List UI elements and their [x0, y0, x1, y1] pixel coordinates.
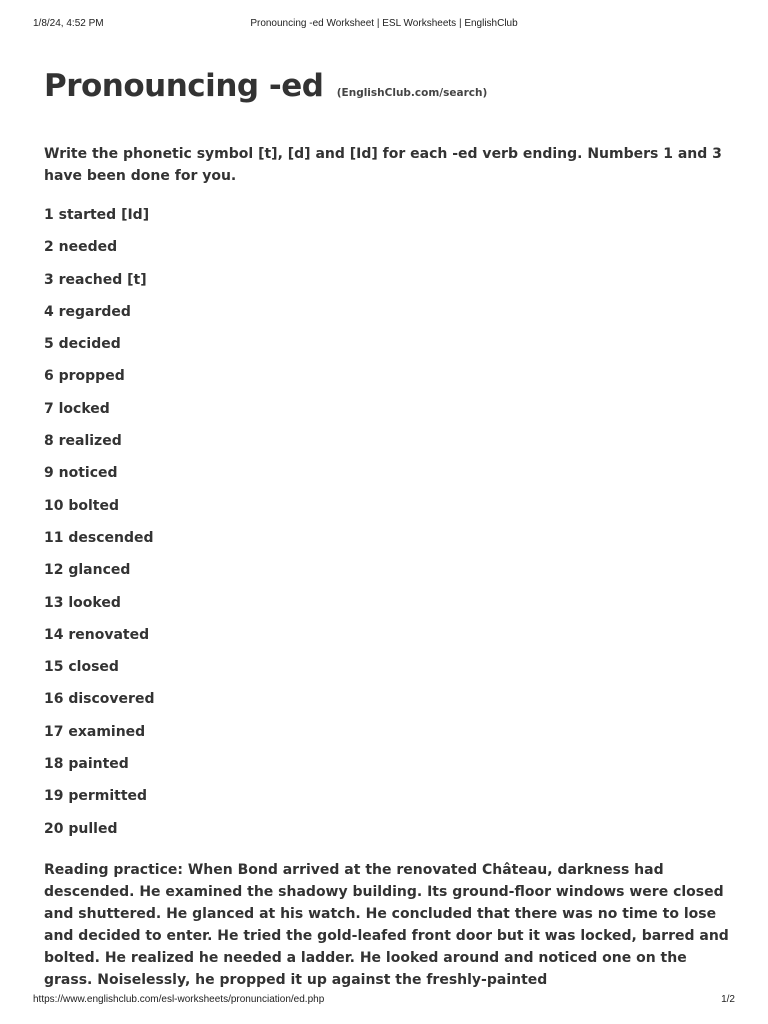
verb-list-item: 13 looked	[44, 594, 121, 611]
verb-list-item: 11 descended	[44, 529, 154, 546]
page-title	[44, 64, 734, 115]
verb-list-item: 10 bolted	[44, 497, 120, 514]
verb-list-item: 8 realized	[44, 433, 122, 450]
verb-list-item: 6 propped	[44, 368, 125, 385]
verb-list-item: 7 locked	[44, 400, 110, 417]
verb-list-item: 1 started [Id]	[44, 207, 150, 223]
page-title-text: Pronouncing -ed	[44, 68, 324, 104]
instructions: Write the phonetic symbol [t], [d] and [Id] for each -ed verb ending. Numbers 1 and 3 have been done for you.	[44, 146, 722, 184]
verb-list	[44, 199, 734, 845]
print-header	[33, 18, 735, 32]
print-footer	[33, 994, 735, 1008]
verb-list-item: 12 glanced	[44, 562, 131, 579]
print-document-title: Pronouncing -ed Worksheet | ESL Worksheets | EnglishClub	[250, 18, 518, 29]
verb-list-item: 18 painted	[44, 756, 129, 773]
verb-list-item: 15 closed	[44, 659, 119, 676]
verb-list-item: 20 pulled	[44, 820, 118, 837]
verb-list-item: 4 regarded	[44, 303, 131, 320]
page-number: 1/2	[721, 994, 735, 1005]
verb-list-item: 2 needed	[44, 239, 118, 256]
verb-list-item: 14 renovated	[44, 626, 150, 643]
verb-list-item: 3 reached [t]	[44, 271, 147, 288]
verb-list-item: 19 permitted	[44, 788, 148, 805]
verb-list-item: 9 noticed	[44, 465, 118, 482]
page-url: https://www.englishclub.com/esl-worksheets/pronunciation/ed.php	[33, 994, 325, 1005]
verb-list-item: 16 discovered	[44, 691, 155, 708]
print-datetime: 1/8/24, 4:52 PM	[33, 18, 104, 29]
verb-list-item: 17 examined	[44, 723, 146, 740]
verb-list-item: 5 decided	[44, 336, 121, 353]
reading-practice: Reading practice: When Bond arrived at the renovated Château, darkness had descended. He examined the shadowy building. Its ground-floor windows were closed and shuttered. He glanced at his watch. He concluded that there was no time to lose and decided to enter. He tried the gold-leafed front door but it was locked, barred and bolted. He realized he needed a ladder. He looked around and noticed one on the grass. Noiselessly, he propped it up against the freshly-painted	[44, 861, 729, 988]
worksheet-content	[44, 64, 734, 991]
source-label: (EnglishClub.com/search)	[336, 87, 488, 99]
